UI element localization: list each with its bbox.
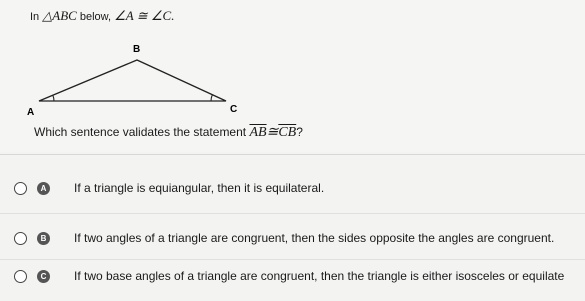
prompt-end: ? <box>296 125 303 139</box>
radio-button-b[interactable] <box>14 232 27 245</box>
angle-a-mark <box>53 95 54 101</box>
section-divider <box>0 154 585 155</box>
angle-c-mark <box>211 95 212 101</box>
segment-ab: $\overline{AB}$ <box>249 125 267 140</box>
option-divider <box>0 213 585 214</box>
intro-prefix: In <box>30 11 40 23</box>
intro-triangle: △ABC <box>42 8 77 23</box>
intro-mid: below, <box>79 11 112 23</box>
segment-cb: $\overline{CB}$ <box>278 125 297 140</box>
intro-condition: ∠A ≅ ∠C. <box>114 8 175 23</box>
option-b-text: If two angles of a triangle are congruent, then the sides opposite the angles are congruent. <box>74 231 555 245</box>
vertex-b-label: B <box>133 44 141 55</box>
question-intro <box>30 8 174 24</box>
question-prompt <box>34 124 303 141</box>
congruent-symbol: ≅ <box>266 125 279 140</box>
option-a-text: If a triangle is equiangular, then it is equilateral. <box>74 181 325 195</box>
option-c-text: If two base angles of a triangle are congruent, then the triangle is either isosceles or equilate <box>74 269 565 283</box>
option-b[interactable] <box>0 221 585 257</box>
option-letter-b: B <box>37 232 50 245</box>
radio-button-a[interactable] <box>14 182 27 195</box>
option-letter-a: A <box>37 182 50 195</box>
option-c[interactable] <box>0 259 585 295</box>
vertex-a-label: A <box>27 107 35 118</box>
vertex-c-label: C <box>230 104 238 115</box>
triangle-shape <box>39 60 226 101</box>
triangle-figure <box>20 38 240 120</box>
option-letter-c: C <box>37 270 50 283</box>
option-a[interactable] <box>0 171 585 207</box>
prompt-text: Which sentence validates the statement <box>34 125 247 139</box>
radio-button-c[interactable] <box>14 270 27 283</box>
